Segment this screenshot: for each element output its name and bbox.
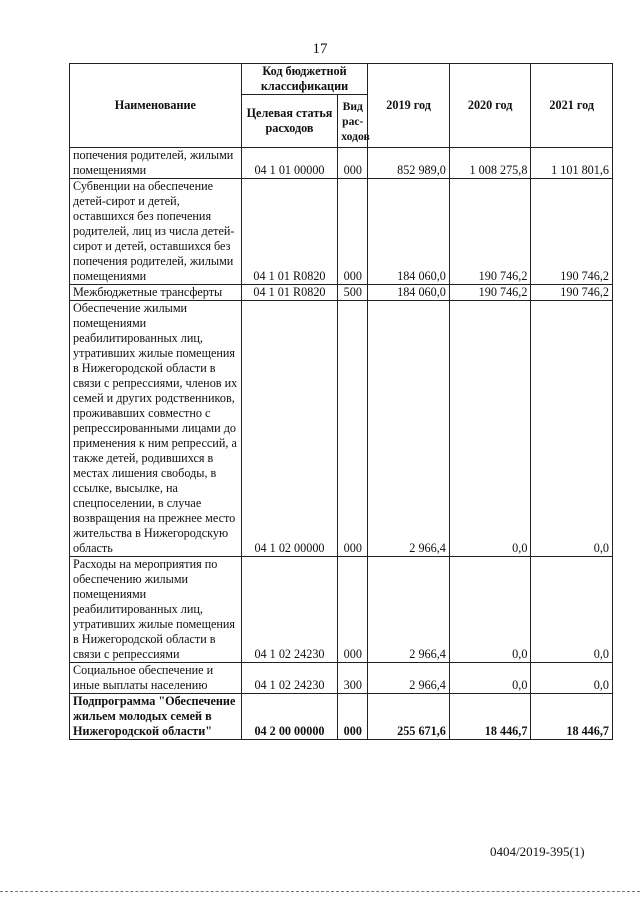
row-expense-kind: 300: [338, 663, 368, 694]
row-name: Социальное обеспечение и иные выплаты населению: [70, 663, 242, 694]
header-expense-kind: Вид рас-ходов: [338, 95, 368, 148]
row-name: Обеспечение жилыми помещениями реабилитированных лиц, утративших жилые помещения в Нижегородской области в связи с репрессиями, членов их семей и других родственников, проживавших совместно с репрессированными лицами до применения к ним репрессий, а также детей, родившихся в местах лишения свободы, в ссылке, высылке, на спецпоселении, в случае возвращения на прежнее место жительства в Нижегородскую область: [70, 301, 242, 557]
row-target-article: 04 2 00 00000: [241, 694, 338, 740]
header-target-article: Целевая статья расходов: [241, 95, 338, 148]
row-expense-kind: 000: [338, 694, 368, 740]
footer-divider: [0, 891, 640, 892]
row-target-article: 04 1 01 00000: [241, 148, 338, 179]
row-value-2019: 2 966,4: [368, 301, 450, 557]
header-code-group: Код бюджетной классификации: [241, 64, 368, 95]
page-number: 17: [312, 41, 328, 57]
row-target-article: 04 1 02 24230: [241, 557, 338, 663]
row-value-2021: 0,0: [531, 663, 613, 694]
row-expense-kind: 500: [338, 285, 368, 301]
row-value-2020: 18 446,7: [449, 694, 531, 740]
row-value-2019: 184 060,0: [368, 179, 450, 285]
row-target-article: 04 1 02 24230: [241, 663, 338, 694]
row-target-article: 04 1 01 R0820: [241, 179, 338, 285]
budget-table: [69, 63, 613, 740]
row-expense-kind: 000: [338, 557, 368, 663]
row-value-2019: 184 060,0: [368, 285, 450, 301]
table-row: [70, 557, 613, 663]
table-row: [70, 663, 613, 694]
row-expense-kind: 000: [338, 179, 368, 285]
table-row: [70, 694, 613, 740]
row-value-2020: 0,0: [449, 301, 531, 557]
row-value-2021: 18 446,7: [531, 694, 613, 740]
row-name: Подпрограмма "Обеспечение жильем молодых семей в Нижегородской области": [70, 694, 242, 740]
table-row: [70, 301, 613, 557]
row-target-article: 04 1 01 R0820: [241, 285, 338, 301]
row-value-2021: 0,0: [531, 301, 613, 557]
table-row: [70, 285, 613, 301]
header-2019: 2019 год: [368, 64, 450, 148]
row-value-2020: 0,0: [449, 663, 531, 694]
row-value-2020: 0,0: [449, 557, 531, 663]
header-2020: 2020 год: [449, 64, 531, 148]
row-value-2020: 190 746,2: [449, 179, 531, 285]
row-target-article: 04 1 02 00000: [241, 301, 338, 557]
row-name: Межбюджетные трансферты: [70, 285, 242, 301]
row-value-2019: 2 966,4: [368, 557, 450, 663]
table-row: [70, 179, 613, 285]
header-name: Наименование: [70, 64, 242, 148]
row-value-2020: 190 746,2: [449, 285, 531, 301]
row-value-2021: 190 746,2: [531, 179, 613, 285]
row-value-2019: 255 671,6: [368, 694, 450, 740]
row-value-2020: 1 008 275,8: [449, 148, 531, 179]
row-value-2019: 2 966,4: [368, 663, 450, 694]
row-value-2021: 1 101 801,6: [531, 148, 613, 179]
header-2021: 2021 год: [531, 64, 613, 148]
row-name: Субвенции на обеспечение детей-сирот и детей, оставшихся без попечения родителей, лиц из числа детей-сирот и детей, оставшихся без попечения родителей, жилыми помещениями: [70, 179, 242, 285]
row-value-2019: 852 989,0: [368, 148, 450, 179]
table-row: [70, 148, 613, 179]
row-name: попечения родителей, жилыми помещениями: [70, 148, 242, 179]
document-code: 0404/2019-395(1): [490, 844, 585, 859]
row-name: Расходы на мероприятия по обеспечению жилыми помещениями реабилитированных лиц, утративших жилые помещения в Нижегородской области в связи с репрессиями: [70, 557, 242, 663]
row-expense-kind: 000: [338, 301, 368, 557]
row-value-2021: 190 746,2: [531, 285, 613, 301]
row-expense-kind: 000: [338, 148, 368, 179]
row-value-2021: 0,0: [531, 557, 613, 663]
